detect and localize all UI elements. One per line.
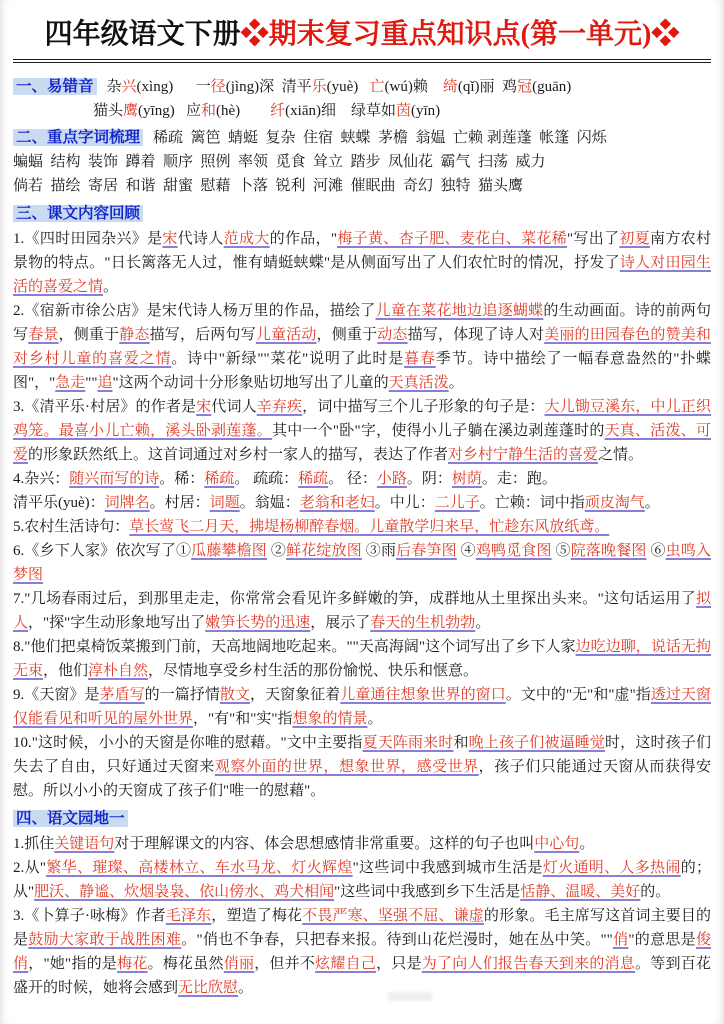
text-segment: 梅花 — [117, 956, 148, 972]
text-segment: 鼓励大家敢于战胜困难 — [28, 932, 182, 948]
section-heading: 二、重点字词梳理 — [13, 129, 143, 146]
section-kewen-neirong — [13, 201, 711, 803]
paragraph — [13, 904, 711, 1000]
text-segment: ，天窗象征着 — [250, 687, 341, 703]
text-segment: (guān) — [532, 79, 572, 95]
text-segment: 10."这时候，小小的天窗是你唯的慰藉。"文中主要指 — [13, 735, 363, 751]
text-segment: 时，这时孩子们失去了自由，只好通过天窗来 — [13, 735, 711, 775]
text-segment: 边吃边聊，说话无拘无束 — [13, 639, 711, 679]
paragraph — [13, 856, 711, 904]
text-segment: 不畏严寒、坚强不屈、谦虚 — [302, 908, 484, 924]
text-segment: 鲜花绽放图 — [286, 543, 362, 559]
text-segment: 的形象。毛主席写这首词主要目的是 — [13, 908, 711, 948]
text-segment: 描写，后两句写 — [149, 327, 256, 343]
text-segment: 亡 — [369, 79, 385, 95]
text-segment: 南方农村景物的特点。"日长篱落无人过，惟有蜻蜓蛱蝶"是从侧面写出了人们农忙时的情况，抒发了 — [13, 231, 711, 271]
text-segment: 俏丽 — [223, 956, 255, 972]
text-segment: ，"探"字生动形象地写出了 — [28, 615, 206, 631]
text-segment: (yīn) — [411, 103, 441, 119]
text-segment: 瓜藤攀檐图 — [191, 543, 267, 559]
text-segment: (xìng) — [136, 79, 196, 95]
text-segment: 嫩笋长势的迅速 — [205, 615, 311, 631]
text-segment: 顽皮淘气 — [584, 495, 645, 511]
section-heading: 四、语文园地一 — [13, 810, 128, 827]
text-segment: 鹰 — [123, 103, 139, 119]
text-segment: (wú)赖 — [384, 79, 443, 95]
paragraph — [13, 299, 711, 395]
text-segment: "这两个动词十分形象贴切地写出了儿童的 — [112, 375, 389, 391]
text-segment: ，侧重于 — [316, 327, 378, 343]
text-segment: "这些词中我感到乡下生活是 — [334, 884, 521, 900]
text-segment: 。诗中"新绿""菜花"说明了此时是 — [171, 351, 405, 367]
text-segment: 追 — [97, 375, 113, 391]
text-segment: 对于理解课文的内容、体会思想感情非常重要。这样的句子也叫 — [114, 836, 535, 852]
text-segment: 。村居： — [149, 495, 210, 511]
text-segment: 。 — [238, 980, 254, 996]
text-segment: 儿童在菜花地边追逐蝴蝶 — [375, 303, 544, 319]
text-segment: ，他们 — [43, 663, 89, 679]
text-segment: 。阴： — [406, 471, 452, 487]
text-segment: 散文 — [219, 687, 250, 703]
text-segment: (yīng) — [138, 103, 186, 119]
text-segment: "写出了 — [567, 231, 620, 247]
text-segment: 繁华、璀璨、高楼林立、车水马龙、灯火辉煌 — [46, 860, 353, 876]
paragraph — [13, 832, 711, 856]
content — [13, 75, 711, 1000]
text-segment: 的形象跃然纸上。这首词通过对乡村一家人的描写，表达了作者 — [28, 447, 449, 463]
text-segment: 肥沃、静谧、炊烟袅袅、依山傍水、鸡犬相闻 — [34, 884, 335, 900]
text-segment: 词题 — [209, 495, 240, 511]
text-segment: 灯火通明、人多热闹 — [542, 860, 681, 876]
text-segment: 。 疏疏： — [234, 471, 299, 487]
page-title — [13, 6, 711, 63]
text-segment: 随兴而写的诗 — [69, 471, 160, 487]
text-segment: (jìng)深 — [225, 79, 282, 95]
section-yuwen-yuandi — [13, 806, 711, 1000]
text-segment: 辛弃疾 — [256, 399, 303, 415]
paragraph — [13, 491, 711, 515]
text-segment: 老翁和老妇 — [299, 495, 375, 511]
word-row — [13, 126, 711, 150]
text-segment: 院落晚餐图 — [570, 543, 647, 559]
text-segment: 静态 — [119, 327, 150, 343]
text-segment: 1.《四时田园杂兴》是 — [13, 231, 163, 247]
text-segment: 季节。诗中描绘了一幅春意盎然的"扑蝶图"，" — [13, 351, 711, 391]
section-heading-line — [13, 806, 711, 831]
text-segment: 猫头 — [93, 103, 124, 119]
text-segment: 兴 — [121, 79, 137, 95]
text-segment: 稀疏 篱笆 蜻蜓 复杂 住宿 蛱蝶 茅檐 翁媪 亡赖 剥莲蓬 帐篷 闪烁 — [153, 130, 607, 146]
text-segment: 。 — [475, 615, 491, 631]
text-segment: 。 径： — [328, 471, 377, 487]
text-segment: "" — [85, 375, 98, 391]
text-segment: ④ — [456, 543, 476, 559]
word-row — [13, 75, 711, 99]
text-segment: 儿童通往想象世界的窗口 — [340, 687, 506, 703]
text-segment: 俏 — [612, 932, 629, 948]
text-segment: 应 — [185, 103, 201, 119]
text-segment: 动态 — [377, 327, 408, 343]
text-segment: 诗人对田园生活的喜爱之情 — [13, 255, 711, 295]
text-segment: "这些词中我感到城市生活是 — [352, 860, 543, 876]
paragraph — [13, 515, 711, 539]
text-segment: 春景 — [28, 327, 59, 343]
text-segment: 初夏 — [619, 231, 651, 247]
text-segment: 描写，体现了诗人对 — [407, 327, 545, 343]
text-segment: 2.从" — [13, 860, 47, 876]
text-segment: 清平 — [281, 79, 312, 95]
word-row — [93, 99, 711, 123]
word-row — [13, 150, 711, 174]
text-segment: ⑥ — [646, 543, 666, 559]
text-segment: ，尽情地享受乡村生活的那份愉悦、快乐和惬意。 — [148, 663, 479, 679]
text-segment: 恬静、温暖、美好 — [520, 884, 641, 900]
text-segment: 。梅花虽然 — [147, 956, 224, 972]
text-segment: 想象的情景 — [292, 711, 368, 727]
text-segment: 6.《乡下人家》依次写了① — [13, 543, 192, 559]
paragraph — [13, 731, 711, 803]
text-segment: ，孩子们只能通过天窗从而获得安慰。所以小小的天窗成了孩子们"唯一的慰藉"。 — [13, 759, 711, 799]
text-segment: 。走：跑。 — [481, 471, 557, 487]
text-segment: (hè) — [215, 103, 271, 119]
text-segment: 的作品，" — [269, 231, 337, 247]
text-segment: 3.《卜算子·咏梅》作者 — [13, 908, 166, 924]
text-segment: 2.《宿新市徐公店》是宋代诗人杨万里的作品，描绘了 — [13, 303, 376, 319]
text-segment: 清平乐(yuè)： — [13, 495, 105, 511]
text-segment: ，"有"和"实"指 — [193, 711, 293, 727]
text-segment: (qǐ)丽 — [457, 79, 503, 95]
text-segment: 茅盾写 — [99, 687, 145, 703]
text-segment: 淳朴自然 — [88, 663, 149, 679]
text-segment: 3.《清平乐·村居》的作者是 — [13, 399, 197, 415]
text-segment: 冠 — [517, 79, 533, 95]
text-segment: 大儿锄豆溪东，中儿正织鸡笼。最喜小儿亡赖，溪头卧剥莲蓬。 — [13, 399, 711, 439]
text-segment: 观察外面的世界，想象世界，感受世界 — [214, 759, 479, 775]
text-segment: ，"她"指的是 — [28, 956, 118, 972]
text-segment: 绮 — [442, 79, 458, 95]
text-segment: 对乡村宁静生活的喜爱 — [448, 447, 599, 463]
text-segment: 其中一个"卧"字，使得小儿子躺在溪边剥莲蓬时的 — [271, 423, 605, 439]
text-segment: ，展示了 — [310, 615, 371, 631]
text-segment: 。 — [103, 279, 119, 295]
text-segment: 1.抓住 — [13, 836, 55, 852]
paragraph — [13, 635, 711, 683]
text-segment: 乐 — [311, 79, 327, 95]
text-segment: 稀疏 — [204, 471, 235, 487]
text-segment: 和 — [200, 103, 216, 119]
text-segment: 毛泽东 — [165, 908, 212, 924]
text-segment: 鸡鸭觅食图 — [475, 543, 552, 559]
text-segment: 稀疏 — [298, 471, 329, 487]
paragraph — [13, 683, 711, 731]
word-row — [13, 174, 711, 198]
text-segment: 茵 — [396, 103, 412, 119]
text-segment: 纤 — [270, 103, 286, 119]
paragraph — [13, 539, 711, 587]
text-segment: 二儿子 — [434, 495, 480, 511]
page-title-red: ❖期末复习重点知识点(第一单元)❖ — [240, 19, 680, 50]
text-segment: (yuè) — [326, 79, 370, 95]
text-segment: 的。 — [640, 884, 671, 900]
text-segment: 之情。 — [598, 447, 644, 463]
text-segment: 。 — [644, 495, 660, 511]
text-segment: 无比欣慰 — [178, 980, 239, 996]
watermark — [388, 992, 432, 1001]
page-title-black: 四年级语文下册 — [44, 19, 241, 50]
text-segment: 。文中的"无"和"虚"指 — [505, 687, 651, 703]
text-segment: ，只是 — [376, 956, 422, 972]
text-segment: 。 — [367, 711, 383, 727]
text-segment: 4.杂兴： — [13, 471, 70, 487]
text-segment: 儿童活动 — [255, 327, 317, 343]
text-segment: ③雨 — [361, 543, 397, 559]
text-segment: 俊俏 — [13, 932, 711, 972]
text-segment: 宋 — [196, 399, 212, 415]
text-segment: 的一篇抒情 — [144, 687, 220, 703]
text-segment: 暮春 — [404, 351, 436, 367]
text-segment: 5.农村生活诗句： — [13, 519, 130, 535]
text-segment: 的生动画面。诗的前两句写 — [13, 303, 711, 343]
text-segment: 。 — [448, 375, 464, 391]
text-segment: 蝙蝠 结构 装饰 蹲着 顺序 照例 率领 觅食 耸立 踏步 凤仙花 霸气 扫荡 威力 — [13, 154, 546, 170]
text-segment: 一 — [195, 79, 211, 95]
text-segment: 的；从" — [13, 860, 712, 900]
text-segment: 。亡赖：词中指 — [479, 495, 585, 511]
text-segment: 。"俏也不争春，只把春来报。待到山花烂漫时，她在丛中笑。"" — [181, 932, 613, 948]
text-segment: 小路 — [376, 471, 407, 487]
text-segment: 绿草如 — [350, 103, 396, 119]
text-segment: 美丽的田园春色的赞美和对乡村儿童的喜爱之情 — [13, 327, 711, 367]
text-segment: 天真、活泼、可爱 — [13, 423, 711, 463]
text-segment: ② — [266, 543, 287, 559]
text-segment: 范成大 — [223, 231, 270, 247]
text-segment: 鸡 — [502, 79, 518, 95]
text-segment: 词牌名 — [104, 495, 150, 511]
section-zhongdian-zici — [13, 126, 711, 198]
section-heading: 三、课文内容回顾 — [13, 205, 143, 222]
text-segment: 梅子黄、杏子肥、麦花白、菜花稀 — [337, 231, 568, 247]
text-segment: 后春笋图 — [396, 543, 457, 559]
paragraph — [13, 587, 711, 635]
text-segment: 代词人 — [211, 399, 257, 415]
text-segment: 炫耀自己 — [315, 956, 377, 972]
text-segment: 径 — [210, 79, 226, 95]
text-segment: ，但并不 — [254, 956, 316, 972]
text-segment: 天真活泼 — [388, 375, 449, 391]
text-segment: 中心句 — [534, 836, 580, 852]
text-segment: 7."几场春雨过后，到那里走走，你常常会看见许多鲜嫩的笋，成群地从土里探出头来。"这句话运用了 — [13, 591, 696, 607]
text-segment: "的意思是 — [628, 932, 696, 948]
text-segment: 夏天阵雨来时 — [362, 735, 454, 751]
text-segment: 。稀： — [159, 471, 205, 487]
paragraph — [13, 227, 711, 299]
text-segment: 透过天窗仅能看见和听见的屋外世界 — [13, 687, 711, 727]
text-segment: 和 — [453, 735, 469, 751]
text-segment: 关键语句 — [54, 836, 115, 852]
text-segment: 。 — [579, 836, 595, 852]
text-segment: 晚上孩子们被逼睡觉 — [468, 735, 606, 751]
section-heading: 一、易错音 — [13, 78, 97, 95]
text-segment: ⑤ — [551, 543, 571, 559]
text-segment: 急走 — [55, 375, 86, 391]
text-segment: 虫鸣入梦图 — [13, 543, 711, 583]
text-segment: (xiān)细 — [285, 103, 351, 119]
paragraph — [13, 395, 711, 467]
text-segment: ，词中描写三个儿子形象的句子是： — [302, 399, 545, 415]
text-segment: 草长莺飞二月天，拂堤杨柳醉春烟。儿童散学归来早，忙趁东风放纸鸢。 — [129, 519, 610, 535]
text-segment: 拟人 — [13, 591, 711, 631]
text-segment: 宋 — [162, 231, 178, 247]
text-segment: 。中儿： — [374, 495, 435, 511]
section-yicuoyin — [13, 75, 711, 123]
text-segment: ，侧重于 — [58, 327, 120, 343]
section-heading-line — [13, 201, 711, 226]
text-segment: 杂 — [106, 79, 122, 95]
text-segment: 倘若 描绘 寄居 和谐 甜蜜 慰藉 卜落 锐利 河滩 催眠曲 奇幻 独特 猫头鹰 — [13, 178, 524, 194]
text-segment: 。翁媪： — [239, 495, 300, 511]
text-segment: 代诗人 — [177, 231, 224, 247]
text-segment: 春天的生机勃勃 — [370, 615, 476, 631]
text-segment: 9.《天窗》是 — [13, 687, 100, 703]
text-segment: ，塑造了梅花 — [211, 908, 303, 924]
text-segment: 树荫 — [451, 471, 482, 487]
paragraph — [13, 467, 711, 491]
text-segment: 为了向人们报告春天到来的消息 — [421, 956, 636, 972]
text-segment: 。等到百花盛开的时候，她将会感到 — [13, 956, 711, 996]
text-segment: 8."他们把桌椅饭菜搬到门前，天高地阔地吃起来。""天高海阔"这个词写出了乡下人家 — [13, 639, 576, 655]
